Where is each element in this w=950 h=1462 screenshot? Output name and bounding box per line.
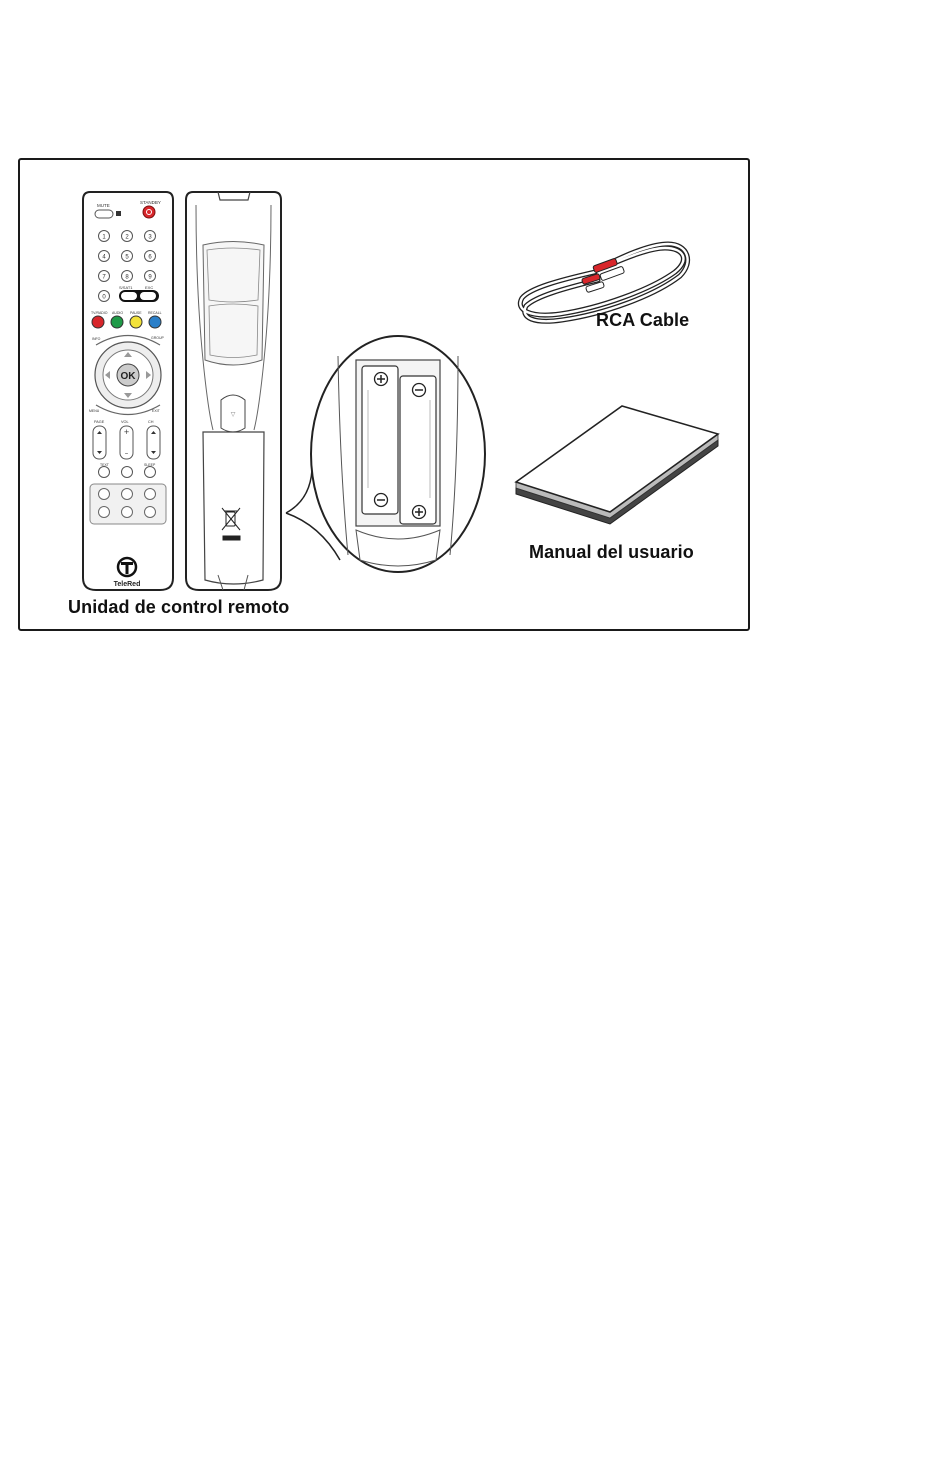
text-label: TEXT	[100, 463, 109, 467]
switch-label: EXC	[145, 285, 154, 290]
battery	[362, 366, 398, 514]
battery-compartment-callout	[286, 336, 485, 572]
user-manual	[516, 406, 718, 524]
color-key-label: AUDIO	[112, 311, 124, 315]
rocker-label: VOL	[121, 420, 129, 424]
exit-label: EXIT	[152, 409, 160, 413]
standby-button[interactable]	[143, 206, 155, 218]
sleep-label: SLEEP	[144, 463, 156, 467]
media-button[interactable]	[122, 507, 133, 518]
media-button[interactable]	[99, 489, 110, 500]
digit-label: 7	[102, 274, 106, 281]
round-button[interactable]	[122, 467, 133, 478]
mute-button[interactable]	[95, 210, 113, 218]
rocker-label: PAGE	[94, 420, 105, 424]
digit-label: 0	[102, 294, 106, 301]
indicator-led	[116, 211, 121, 216]
digit-label: 9	[148, 274, 152, 281]
text-button[interactable]	[99, 467, 110, 478]
manual-caption: Manual del usuario	[529, 542, 694, 562]
switch-knob	[121, 292, 137, 300]
digit-label: 4	[102, 254, 106, 261]
group-label: GROUP	[151, 336, 164, 340]
remote-front	[83, 192, 173, 590]
battery	[400, 376, 436, 524]
digit-label: 8	[125, 274, 129, 281]
plus-icon: +	[123, 428, 130, 436]
media-button[interactable]	[145, 489, 156, 500]
plus-terminal-icon	[413, 506, 426, 519]
minus-terminal-icon	[413, 384, 426, 397]
digit-label: 6	[148, 254, 152, 261]
info-label: INFO	[92, 337, 101, 341]
red-key[interactable]	[92, 316, 104, 328]
yellow-key[interactable]	[130, 316, 142, 328]
color-key-label: PAUSE	[130, 311, 142, 315]
remote-caption: Unidad de control remoto	[68, 597, 290, 617]
digit-label: 3	[148, 234, 152, 241]
minus-icon: –	[124, 449, 129, 457]
brand-label: TeleRed	[113, 581, 141, 588]
media-button[interactable]	[122, 489, 133, 500]
digit-label: 2	[125, 234, 129, 241]
cable-caption: RCA Cable	[596, 310, 690, 330]
logo-icon	[118, 558, 136, 576]
ok-label: OK	[120, 371, 136, 382]
sleep-button[interactable]	[145, 467, 156, 478]
media-button[interactable]	[99, 507, 110, 518]
menu-label: MENU	[89, 409, 100, 413]
ch-rocker[interactable]	[147, 426, 160, 459]
green-key[interactable]	[111, 316, 123, 328]
mute-label: MUTE	[97, 203, 110, 208]
remote-back	[186, 192, 281, 590]
digit-label: 5	[125, 254, 129, 261]
media-button[interactable]	[145, 507, 156, 518]
standby-label: STANDBY	[140, 200, 161, 205]
blue-key[interactable]	[149, 316, 161, 328]
color-key-label: TV/RADIO	[91, 311, 108, 315]
rocker-label: CH	[148, 420, 154, 424]
arrow-down-icon: ▽	[230, 411, 236, 418]
digit-label: 1	[102, 234, 106, 241]
color-key-label: RECALL	[148, 311, 162, 315]
page-rocker[interactable]	[93, 426, 106, 459]
minus-terminal-icon	[375, 494, 388, 507]
switch-knob	[140, 292, 156, 300]
battery-cover[interactable]	[203, 432, 264, 584]
plus-terminal-icon	[375, 373, 388, 386]
switch-label: S/SAT1	[119, 285, 133, 290]
